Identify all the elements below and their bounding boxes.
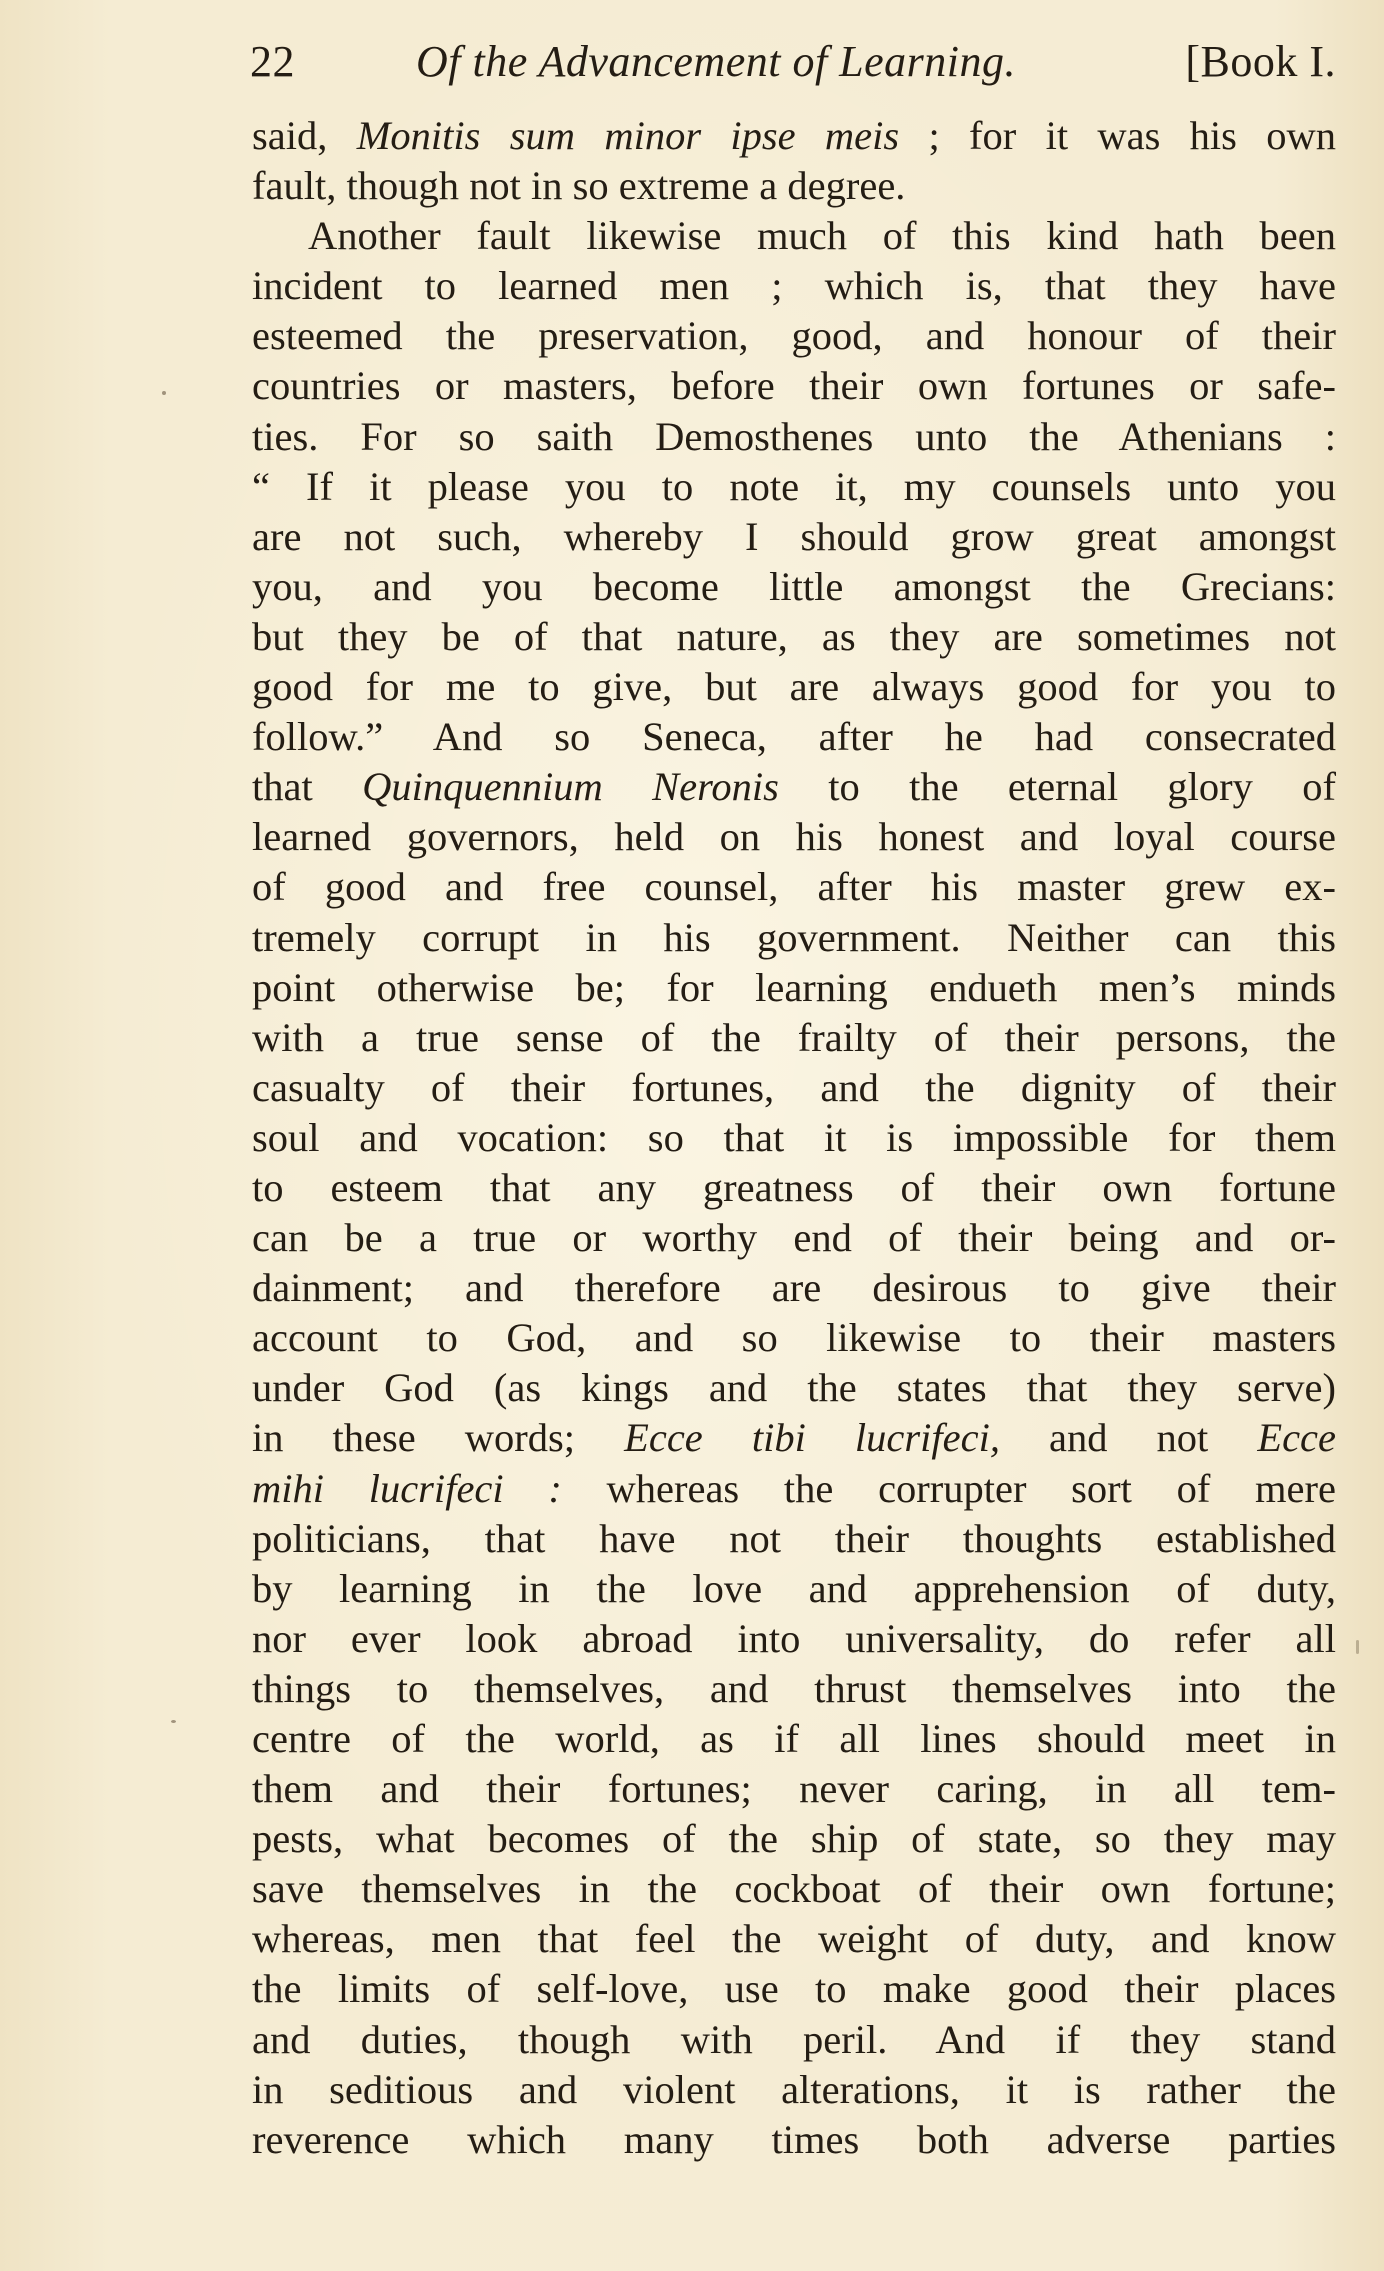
text-line xyxy=(252,762,1336,812)
text-run: pests, what becomes of the ship of state, so they may xyxy=(252,1816,1336,1862)
text-run: can be a true or worthy end of their being and or- xyxy=(252,1215,1336,1261)
book-label: [Book I. xyxy=(1185,37,1336,86)
paper-speck xyxy=(1356,1640,1359,1654)
italic-phrase: Ecce xyxy=(1257,1415,1336,1461)
text-run: dainment; and therefore are desirous to give their xyxy=(252,1265,1336,1311)
text-run: by learning in the love and apprehension of duty, xyxy=(252,1565,1336,1611)
paper-speck xyxy=(162,391,166,395)
text-run: follow.” And so Seneca, after he had consecrated xyxy=(252,714,1336,760)
text-run: the limits of self-love, use to make good their places xyxy=(252,1966,1336,2012)
text-run: to the eternal glory of xyxy=(778,764,1336,810)
text-run: soul and vocation: so that it is impossible for them xyxy=(252,1114,1336,1160)
text-line xyxy=(252,412,1336,462)
text-line xyxy=(252,211,1336,261)
page-number: 22 xyxy=(250,37,295,86)
text-run: nor ever look abroad into universality, do refer all xyxy=(252,1615,1336,1661)
text-run: point otherwise be; for learning endueth men’s minds xyxy=(252,964,1336,1010)
text-line xyxy=(252,1113,1336,1163)
text-line xyxy=(252,812,1336,862)
text-line xyxy=(252,862,1336,912)
text-line xyxy=(252,111,1336,161)
text-run: account to God, and so likewise to their masters xyxy=(252,1315,1336,1361)
text-run: esteemed the preservation, good, and honour of their xyxy=(252,313,1336,359)
text-line xyxy=(252,612,1336,662)
text-line xyxy=(252,261,1336,311)
text-run: politicians, that have not their thoughts established xyxy=(252,1515,1336,1561)
text-line xyxy=(252,1213,1336,1263)
text-line xyxy=(252,913,1336,963)
text-run: save themselves in the cockboat of their own fortune; xyxy=(252,1866,1336,1912)
italic-phrase: Monitis sum minor ipse meis xyxy=(356,113,900,158)
text-line xyxy=(252,1764,1336,1814)
body-text xyxy=(252,111,1336,2165)
text-line xyxy=(252,562,1336,612)
italic-phrase: Ecce tibi lucrifeci, xyxy=(624,1415,1000,1461)
text-run: good for me to give, but are always good for you to xyxy=(252,664,1336,710)
text-line xyxy=(252,1814,1336,1864)
text-run: to esteem that any greatness of their own fortune xyxy=(252,1164,1336,1210)
text-line xyxy=(252,462,1336,512)
text-run: things to themselves, and thrust themselves into the xyxy=(252,1665,1336,1711)
text-line xyxy=(252,1464,1336,1514)
text-line xyxy=(252,1363,1336,1413)
text-run: that xyxy=(252,764,363,810)
text-line xyxy=(252,311,1336,361)
text-run: are not such, whereby I should grow great amongst xyxy=(252,513,1336,559)
text-run: you, and you become little amongst the Grecians: xyxy=(252,563,1336,609)
text-run: ties. For so saith Demosthenes unto the Athenians : xyxy=(252,413,1336,459)
text-run: “ If it please you to note it, my counsels unto you xyxy=(252,463,1336,509)
text-line xyxy=(252,1163,1336,1213)
text-run: centre of the world, as if all lines should meet in xyxy=(252,1716,1336,1761)
text-run: and duties, though with peril. And if they stand xyxy=(252,2016,1336,2062)
text-run: them and their fortunes; never caring, in all tem- xyxy=(252,1766,1336,1812)
text-line xyxy=(252,161,1336,211)
running-head xyxy=(250,36,1336,96)
text-line xyxy=(252,1614,1336,1664)
text-line xyxy=(252,1664,1336,1714)
text-run: and not xyxy=(999,1415,1258,1461)
italic-phrase: mihi lucrifeci : xyxy=(252,1465,562,1511)
italic-phrase: Quinquennium Neronis xyxy=(362,764,779,810)
text-line xyxy=(252,1864,1336,1914)
text-run: ; for it was his own xyxy=(899,113,1336,158)
text-run: under God (as kings and the states that they serve) xyxy=(252,1365,1336,1411)
text-run: casualty of their fortunes, and the dignity of their xyxy=(252,1064,1336,1110)
text-line xyxy=(252,1914,1336,1964)
text-line xyxy=(252,2015,1336,2065)
text-line xyxy=(252,1263,1336,1313)
text-run: whereas the corrupter sort of mere xyxy=(561,1465,1336,1511)
text-line xyxy=(252,1413,1336,1463)
text-run: fault, though not in so extreme a degree. xyxy=(252,163,906,209)
text-run: reverence which many times both adverse parties xyxy=(252,2116,1336,2162)
text-run: tremely corrupt in his government. Neither can this xyxy=(252,914,1336,960)
text-line xyxy=(252,2115,1336,2165)
text-run: whereas, men that feel the weight of duty, and know xyxy=(252,1916,1336,1962)
text-line xyxy=(252,1564,1336,1614)
text-line xyxy=(252,963,1336,1013)
paper-speck xyxy=(171,1720,176,1723)
text-run: said, xyxy=(252,113,357,158)
text-line xyxy=(252,1063,1336,1113)
text-run: incident to learned men ; which is, that they have xyxy=(252,263,1336,309)
text-run: with a true sense of the frailty of their persons, the xyxy=(252,1014,1336,1060)
text-line xyxy=(252,1313,1336,1363)
text-run: in seditious and violent alterations, it is rather the xyxy=(252,2066,1336,2112)
text-run: learned governors, held on his honest and loyal course xyxy=(252,814,1336,860)
text-line xyxy=(252,712,1336,762)
text-run: Another fault likewise much of this kind hath been xyxy=(308,213,1336,259)
text-run: but they be of that nature, as they are sometimes not xyxy=(252,613,1336,659)
text-line xyxy=(252,2065,1336,2115)
text-line xyxy=(252,361,1336,411)
text-line xyxy=(252,1714,1336,1764)
text-run: countries or masters, before their own fortunes or safe- xyxy=(252,363,1336,409)
text-run: in these words; xyxy=(252,1415,625,1461)
text-line xyxy=(252,512,1336,562)
text-line xyxy=(252,662,1336,712)
text-run: of good and free counsel, after his master grew ex- xyxy=(252,864,1336,910)
running-title: Of the Advancement of Learning. xyxy=(416,37,1017,86)
text-line xyxy=(252,1013,1336,1063)
text-line xyxy=(252,1964,1336,2014)
text-line xyxy=(252,1514,1336,1564)
